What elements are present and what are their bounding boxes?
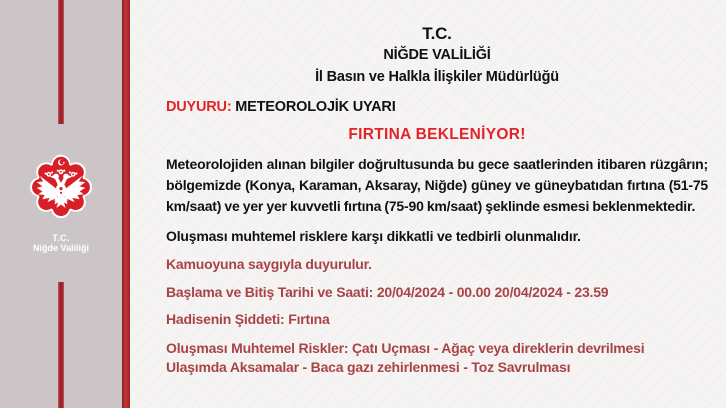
sidebar <box>0 0 122 408</box>
detail-risks-line: Oluşması Muhtemel Riskler: Çatı Uçması - Ağaç veya direklerin devrilmesi Ulaşımda Aksamalar - Baca gazı zehirlenmesi - Toz Savrulması <box>166 340 645 375</box>
caution-line: Oluşması muhtemel risklere karşı dikkatli ve tedbirli olunmalıdır. <box>166 228 581 244</box>
body-paragraph: Meteorolojiden alınan bilgiler doğrultusunda bu gece saatlerinden itibaren rüzgârın; bölgemizde (Konya, Karaman, Aksaray, Niğde) güney ve güneybatıdan fırtına (51-75 km/saat) ve yer yer kuvvetli fırtına (75-90 km/saat) şeklinde esmesi beklenmektedir. <box>166 156 708 214</box>
logo-caption <box>0 233 122 254</box>
duyuru-text: METEOROLOJİK UYARI <box>231 99 396 115</box>
detail-date-line: Başlama ve Bitiş Tarihi ve Saati: 20/04/2024 - 00.00 20/04/2024 - 23.59 <box>166 284 609 300</box>
sidebar-vertical-line-bottom <box>58 282 64 408</box>
double-headed-eagle-emblem-icon <box>25 150 97 230</box>
detail-severity-line: Hadisenin Şiddeti: Fırtına <box>166 311 330 327</box>
storm-headline: FIRTINA BEKLENİYOR! <box>348 126 526 143</box>
header-tc: T.C. <box>422 24 452 43</box>
sidebar-vertical-line-top <box>58 0 64 124</box>
header-press-office: İl Basın ve Halkla İlişkiler Müdürlüğü <box>315 69 559 85</box>
governorship-logo <box>0 150 122 254</box>
duyuru-label: DUYURU: <box>166 99 232 115</box>
header-governorship: NİĞDE VALİLİĞİ <box>383 47 491 63</box>
logo-caption-valilik: Niğde Valiliği <box>32 243 89 254</box>
logo-caption-tc: T.C. <box>52 233 70 243</box>
duyuru-line <box>166 100 708 115</box>
announcement-content <box>130 0 726 408</box>
closing-line: Kamuoyuna saygıyla duyurulur. <box>166 256 372 272</box>
red-divider-bar <box>122 0 130 408</box>
